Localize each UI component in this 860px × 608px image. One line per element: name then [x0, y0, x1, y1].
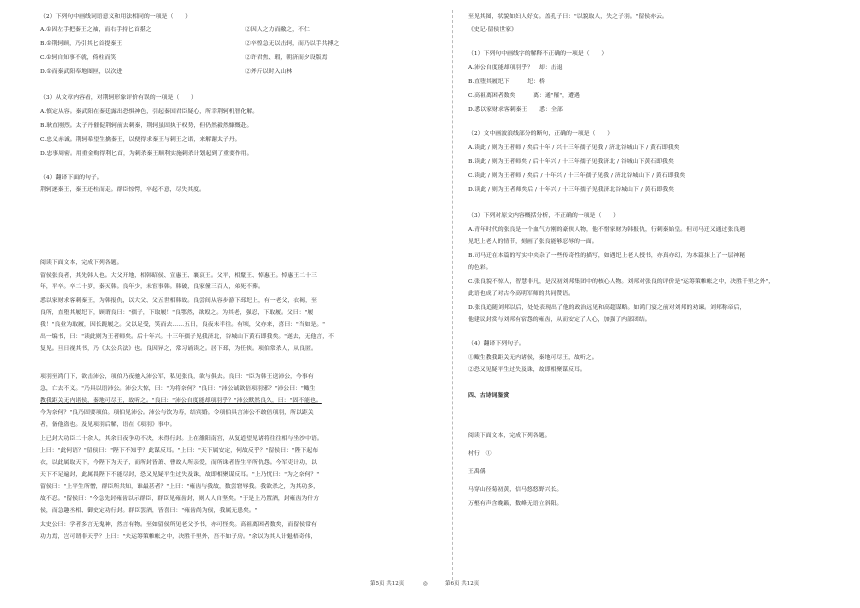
q4-sentence: 荆轲逐秦王，秦王还柱而走。群臣惊愕，卒起不意，尽失其度。	[40, 187, 205, 193]
passage-line: 复见。旦日视其书，乃《太公兵法》也。良因异之，常习诵读之。居下邳，为任侠。项伯常杀人，从良匿。	[40, 346, 317, 352]
passage-line: 功力焉，岂可谓非天乎？上曰："夫运筹策帷帐之中，决胜千里外，吾不如子房。"余以为其人计魁梧奇伟，	[40, 534, 317, 540]
passage-line: 出一编书，曰："读此则为王者师矣。后十年兴。十三年孺子见我济北，谷城山下黄石即我矣。"遂去，无他言，不	[40, 334, 335, 340]
q2-option-d: D.读此 / 则为王者师矣后 / 十年兴 / 十三年孺子见我济北谷城山下 / 黄石即我矣	[468, 187, 675, 193]
q3-option-d-cont: 他建议封赏与刘邦有宿怨的雍齿，从而安定了人心，加强了内部团结。	[468, 317, 651, 323]
question-3-stem: （3）从文章内容看，对荆轲形象评价有误的一项是（ ）	[40, 95, 197, 101]
passage-line: 我！"良业为取履，因长跪履之。父以足受，笑而去……五日，良夜未半往。有顷，父亦来，喜曰："当如是。"	[40, 322, 325, 328]
passage-line: 年，平卒。卒二十岁，秦灭韩。良年少，未宦事韩。韩破，良家僮三百人，弟死不葬。	[40, 284, 264, 290]
q4-sentence-2: ②恐又见疑平生过失及诛，故即相聚谋反耳。	[468, 367, 586, 373]
passage-line: 留侯张良者，其先韩人也。大父开地，相韩昭侯、宣惠王、襄哀王。父平，相釐王、悼惠王。悼惠王二十三	[40, 273, 317, 279]
q3-option-b: B.耿直刚烈。太子丹催促荆轲前去刺秦，荆轲虽固执于权势，但仍然毅然慷慨赴。	[40, 123, 253, 129]
question-4-stem: （4）翻译下列句子。	[468, 341, 525, 347]
binding-mark: ◎	[423, 581, 428, 587]
q2-option-c: C.读此 / 则为王者师 / 矣后 / 十年兴 / 十三年孺子见我 / 济北谷城山下 / 黄石即我矣	[468, 173, 686, 179]
passage-line: 太史公曰：学者多言无鬼神，然言有物。至如留侯所见老父予书，亦可怪矣。高祖离困者数矣，而留侯常有	[40, 522, 317, 528]
q3-option-c: C.忠义赤诚。荆轲希望生擒秦王，以便得求秦王与刺王之诺，来解谢太子丹。	[40, 137, 241, 143]
passage-line: 故不忍。"留侯曰："今急先封雍齿以示群臣，群臣见雍齿封，则人人自坚矣。"于是上乃置酒，封雍齿为什方	[40, 496, 320, 502]
q3-option-a: A.青年时代的张良是一个血气方刚的豪侠人物，他不惜家财为韩报仇，行刺秦始皇。但司马迁又通过张良遇	[468, 227, 746, 233]
passage-intro: 阅读下面文本，完成下列各题。	[40, 260, 123, 266]
q3-option-b: B.司马迁在本篇的写实中夹杂了一些传奇性的描写，如遇圯上老人授书，亦真亦幻，为本篇抹上了一层神秘	[468, 253, 746, 259]
passage-source: 《史记·留侯世家》	[468, 27, 517, 33]
passage-line: 至见其图，状貌如妇人好女。盖孔子曰："以貌取人，失之子羽。"留侯亦云。	[468, 14, 668, 20]
q2-option-c-1: C.①轲自知事不就，倚柱而笑	[40, 55, 117, 61]
q2-option-c-2: ②许君焦、瑕，朝济而夕设版焉	[245, 55, 328, 61]
passage-line: 上已封大功臣二十余人，其余日夜争功不决，未得行封。上在雒阳南宫，从复道望见诸将往往相与坐沙中语。	[40, 436, 323, 442]
passage-line: 教我距关无内诸侯，秦地可尽王，故听之。"良曰："沛公自度能却项羽乎？"沛公默然良久，曰："固不能也。	[40, 398, 322, 404]
q2-option-a-2: ②因人之力而敝之，不仁	[245, 27, 310, 33]
passage-line: 急，亡去不义。"乃具以语沛公。沛公大惊，曰："为将奈何？"良曰："沛公诚欲倍项羽邪？"沛公曰："鲰生	[40, 386, 316, 392]
passage-line: 侯，而急趣丞相、御史定功行封。群臣罢酒，皆喜曰："雍齿尚为侯，我属无患矣。"	[40, 508, 258, 514]
passage-line: 项羽至鸿门下，欲击沛公，项伯乃夜驰入沛公军，私见张良，欲与俱去。良曰："臣为韩王送沛公，今事有	[40, 374, 314, 380]
q3-option-c-cont: 此语也成了对古今高明军师的共同赞语。	[468, 291, 575, 297]
poem-intro: 阅读下面文本，完成下列各题。	[468, 433, 551, 439]
passage-line: 留侯曰："上平生所憎，群臣所共知，谁最甚者？"上曰："雍齿与我故，数尝窘辱我。我欲杀之，为其功多，	[40, 484, 320, 490]
q2-option-b-2: ②卒惶急无以击轲，而乃以手共搏之	[245, 41, 340, 47]
q2-option-a-1: A.①因左手把秦王之袖，而右手持匕首揕之	[40, 27, 152, 33]
question-2-stem: （2）文中画波浪线部分的断句，正确的一项是（ ）	[468, 131, 614, 137]
passage-line: 天下不足遍封，此属畏陛下不能尽封，恐又见疑平生过失及诛，故即相聚谋反耳。"上乃忧曰："为之奈何？"	[40, 472, 320, 478]
q1-option-c: C.高祖离困者数矣 离：通"罹"，遭遇	[468, 93, 580, 99]
section-heading: 四、古诗词鉴赏	[468, 392, 510, 399]
q4-sentence-1: ①鲰生教我距关无内诸侯，秦地可尽王，故听之。	[468, 355, 598, 361]
q2-option-d-2: ②斧斤以时入山林	[245, 69, 293, 75]
page-number-right: 第6页 共12页	[445, 581, 480, 587]
question-2-stem: （2）下列句中画线词语意义和用法相同的一项是（ ）	[40, 14, 192, 20]
question-4-stem: （4）翻译下面的句子。	[40, 175, 103, 181]
column-divider	[452, 10, 453, 580]
page-number-left: 第5页 共12页	[370, 581, 405, 587]
q1-option-d: D.悉以家财求客刺秦王 悉：全部	[468, 107, 563, 113]
passage-line: 者，备他盗也。及见项羽后解，语在《项羽》事中。	[40, 422, 176, 428]
poem-line: 万壑有声含晚籁，数峰无语立斜阳。	[468, 501, 563, 507]
q2-option-b: B.读此 / 则为王者师矣 / 后十年兴 / 十三年孺子见我济北 / 谷城山下黄石即我矣	[468, 159, 674, 165]
q1-option-a: A.沛公自度能却项羽乎？ 却：击退	[468, 65, 563, 71]
q3-option-b-cont: 的色彩。	[468, 265, 492, 271]
passage-line: 良所，直堕其履圯下，顾谓良曰："孺子，下取履！"良鄂然，欲殴之。为其老，强忍，下取履。父曰："履	[40, 310, 314, 316]
question-3-stem: （3）下列对原文内容概括分析，不正确的一项是（ ）	[468, 213, 620, 219]
q2-option-b-1: B.①荆轲顾，乃引其匕首提秦王	[40, 41, 123, 47]
q3-option-d: D.忠事周密。用重金购得利匕首，为刺杀秦王顺利实施刺杀计划起到了重要作用。	[40, 151, 253, 157]
poem-line: 马穿山径菊初黄，信马悠悠野兴长。	[468, 487, 563, 493]
passage-line: 今为奈何？"良乃固要项伯。项伯见沛公。沛公与饮为寿，结宾婚。令项伯具言沛公不敢倍项羽，所以距关	[40, 410, 314, 416]
passage-line: 悉以家财求客刺秦王，为韩报仇，以大父、父五世相韩故。良尝间从容步游下邳圯上，有一老父，衣褐，至	[40, 298, 317, 304]
q3-option-a: A.慎定从容。秦武阳在秦廷露出恐惧神色，引起秦国君臣疑心，所幸荆轲机智化解。	[40, 109, 259, 115]
q3-option-a-cont: 见圯上老人的情节，刻画了张良能够忍辱的一面。	[468, 239, 598, 245]
q3-option-c: C.张良貌不惊人，智慧非凡，是汉初刘邦集团中的核心人物。刘邦对张良的评价是"运筹策帷帐之中，决胜千里之外"，	[468, 279, 775, 285]
poem-author: 王禹偁	[468, 469, 486, 475]
q1-option-b: B.直堕其履圯下 圯：桥	[468, 79, 545, 85]
question-1-stem: （1）下列句中画线字的解释不正确的一项是（ ）	[468, 51, 608, 57]
passage-line: 衣，以此属取天下，今陛下为天子，而所封皆萧、曹故人所亲爱，而所诛者皆生平所仇怨。今军吏计功，以	[40, 460, 317, 466]
q2-option-a: A.读此 / 则为王者师 / 矣后十年 / 兴十三年孺子见我 / 济北谷城山下 / 黄石即我矣	[468, 145, 680, 151]
q2-option-d-1: D.①而秦武阳奉地图匣，以次进	[40, 69, 123, 75]
passage-line: 上曰："此何语？"留侯曰："陛下不知乎？此谋反耳。"上曰："天下属安定，何故反乎？"留侯曰："陛下起布	[40, 448, 319, 454]
q3-option-d: D.张良追随刘邦以后，处处表现出了他的政治远见和高超谋略。如鸿门宴之前对刘邦的劝谏。刘邦称帝后，	[468, 305, 746, 311]
poem-title: 村行 ①	[468, 451, 492, 457]
